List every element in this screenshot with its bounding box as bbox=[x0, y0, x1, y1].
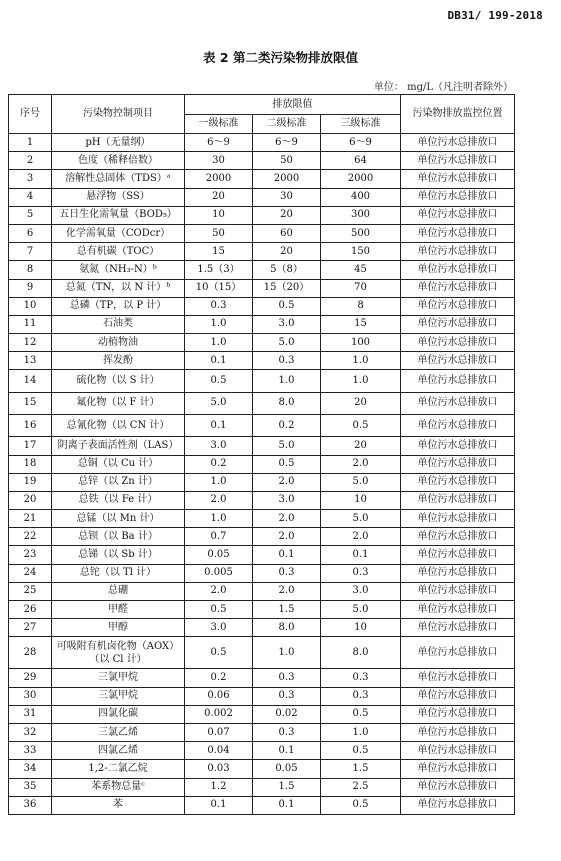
cell-seq: 11 bbox=[9, 315, 52, 333]
cell-item: 阴离子表面活性剂（LAS） bbox=[52, 437, 185, 455]
cell-location: 单位污水总排放口 bbox=[401, 528, 515, 546]
cell-seq: 31 bbox=[9, 705, 52, 723]
cell-location: 单位污水总排放口 bbox=[401, 760, 515, 778]
cell-item: 总磷（TP，以 P 计） bbox=[52, 297, 185, 315]
cell-level2: 1.0 bbox=[253, 370, 321, 392]
table-row bbox=[9, 279, 515, 297]
cell-location: 单位污水总排放口 bbox=[401, 188, 515, 206]
cell-item: 三氯乙烯 bbox=[52, 723, 185, 741]
header-level2: 二级标准 bbox=[253, 115, 321, 134]
cell-seq: 8 bbox=[9, 261, 52, 279]
cell-level2: 0.1 bbox=[253, 796, 321, 814]
cell-level2: 1.0 bbox=[253, 637, 321, 669]
cell-level1: 1.2 bbox=[185, 778, 253, 796]
cell-seq: 25 bbox=[9, 582, 52, 600]
cell-level1: 2.0 bbox=[185, 491, 253, 509]
cell-item: 总铜（以 Cu 计） bbox=[52, 455, 185, 473]
table-row bbox=[9, 392, 515, 414]
cell-level3: 0.5 bbox=[321, 415, 401, 437]
table-row bbox=[9, 206, 515, 224]
cell-location: 单位污水总排放口 bbox=[401, 564, 515, 582]
cell-seq: 2 bbox=[9, 152, 52, 170]
cell-seq: 5 bbox=[9, 206, 52, 224]
cell-level3: 1.0 bbox=[321, 370, 401, 392]
cell-location: 单位污水总排放口 bbox=[401, 134, 515, 152]
cell-seq: 6 bbox=[9, 224, 52, 242]
cell-level3: 45 bbox=[321, 261, 401, 279]
cell-level3: 0.5 bbox=[321, 705, 401, 723]
cell-level3: 20 bbox=[321, 392, 401, 414]
cell-seq: 17 bbox=[9, 437, 52, 455]
cell-seq: 28 bbox=[9, 637, 52, 669]
cell-seq: 35 bbox=[9, 778, 52, 796]
cell-level3: 6～9 bbox=[321, 134, 401, 152]
cell-seq: 33 bbox=[9, 742, 52, 760]
cell-level3: 5.0 bbox=[321, 601, 401, 619]
cell-location: 单位污水总排放口 bbox=[401, 705, 515, 723]
cell-level2: 0.2 bbox=[253, 415, 321, 437]
cell-item: 总铊（以 Tl 计） bbox=[52, 564, 185, 582]
cell-seq: 10 bbox=[9, 297, 52, 315]
cell-level2: 20 bbox=[253, 206, 321, 224]
cell-item: 总锰（以 Mn 计） bbox=[52, 510, 185, 528]
cell-item: 四氯乙烯 bbox=[52, 742, 185, 760]
table-row bbox=[9, 188, 515, 206]
cell-level1: 0.1 bbox=[185, 796, 253, 814]
table-row bbox=[9, 582, 515, 600]
table-row bbox=[9, 437, 515, 455]
cell-item: 色度（稀释倍数） bbox=[52, 152, 185, 170]
cell-seq: 29 bbox=[9, 669, 52, 687]
document-code: DB31/ 199-2018 bbox=[447, 9, 543, 22]
cell-location: 单位污水总排放口 bbox=[401, 415, 515, 437]
cell-location: 单位污水总排放口 bbox=[401, 352, 515, 370]
cell-location: 单位污水总排放口 bbox=[401, 392, 515, 414]
table-row bbox=[9, 152, 515, 170]
cell-level2: 2.0 bbox=[253, 473, 321, 491]
cell-seq: 4 bbox=[9, 188, 52, 206]
cell-location: 单位污水总排放口 bbox=[401, 455, 515, 473]
cell-level2: 1.5 bbox=[253, 778, 321, 796]
table-body bbox=[9, 134, 515, 815]
pollutant-limits-table bbox=[8, 94, 515, 815]
cell-level3: 0.3 bbox=[321, 564, 401, 582]
unit-note: 单位： mg/L（凡注明者除外） bbox=[373, 82, 513, 93]
cell-location: 单位污水总排放口 bbox=[401, 261, 515, 279]
cell-level3: 2.0 bbox=[321, 455, 401, 473]
table-row bbox=[9, 778, 515, 796]
cell-level2: 50 bbox=[253, 152, 321, 170]
cell-level1: 0.002 bbox=[185, 705, 253, 723]
cell-level2: 5.0 bbox=[253, 334, 321, 352]
table-row bbox=[9, 134, 515, 152]
table-row bbox=[9, 352, 515, 370]
cell-level1: 1.0 bbox=[185, 315, 253, 333]
cell-item: 总氰化物（以 CN 计） bbox=[52, 415, 185, 437]
cell-location: 单位污水总排放口 bbox=[401, 687, 515, 705]
table-row bbox=[9, 723, 515, 741]
cell-level3: 10 bbox=[321, 619, 401, 637]
cell-seq: 20 bbox=[9, 491, 52, 509]
cell-level1: 5.0 bbox=[185, 392, 253, 414]
cell-item: 氨氮（NH₃-N）ᵇ bbox=[52, 261, 185, 279]
cell-level2: 8.0 bbox=[253, 392, 321, 414]
cell-item: 可吸附有机卤化物（AOX）（以 Cl 计） bbox=[52, 637, 185, 669]
header-limits: 排放限值 bbox=[185, 95, 401, 115]
cell-item: 悬浮物（SS） bbox=[52, 188, 185, 206]
cell-level1: 0.5 bbox=[185, 601, 253, 619]
cell-level1: 6～9 bbox=[185, 134, 253, 152]
table-row bbox=[9, 669, 515, 687]
cell-level2: 2000 bbox=[253, 170, 321, 188]
cell-location: 单位污水总排放口 bbox=[401, 582, 515, 600]
cell-seq: 19 bbox=[9, 473, 52, 491]
cell-location: 单位污水总排放口 bbox=[401, 152, 515, 170]
cell-seq: 23 bbox=[9, 546, 52, 564]
table-row bbox=[9, 473, 515, 491]
cell-location: 单位污水总排放口 bbox=[401, 279, 515, 297]
cell-level1: 0.06 bbox=[185, 687, 253, 705]
cell-level2: 0.1 bbox=[253, 742, 321, 760]
cell-level3: 5.0 bbox=[321, 473, 401, 491]
cell-location: 单位污水总排放口 bbox=[401, 546, 515, 564]
header-location: 污染物排放监控位置 bbox=[401, 95, 515, 134]
cell-level3: 0.1 bbox=[321, 546, 401, 564]
cell-level3: 3.0 bbox=[321, 582, 401, 600]
cell-level1: 0.3 bbox=[185, 297, 253, 315]
cell-level3: 2000 bbox=[321, 170, 401, 188]
cell-level1: 0.005 bbox=[185, 564, 253, 582]
cell-level1: 1.0 bbox=[185, 510, 253, 528]
cell-seq: 3 bbox=[9, 170, 52, 188]
cell-level1: 0.7 bbox=[185, 528, 253, 546]
cell-location: 单位污水总排放口 bbox=[401, 669, 515, 687]
table-row bbox=[9, 455, 515, 473]
cell-location: 单位污水总排放口 bbox=[401, 742, 515, 760]
cell-item: 石油类 bbox=[52, 315, 185, 333]
cell-location: 单位污水总排放口 bbox=[401, 170, 515, 188]
cell-location: 单位污水总排放口 bbox=[401, 206, 515, 224]
cell-level2: 1.5 bbox=[253, 601, 321, 619]
cell-level3: 1.5 bbox=[321, 760, 401, 778]
cell-item: 三氯甲烷 bbox=[52, 687, 185, 705]
cell-seq: 14 bbox=[9, 370, 52, 392]
table-title: 表 2 第二类污染物排放限值 bbox=[203, 50, 358, 65]
cell-level2: 0.3 bbox=[253, 669, 321, 687]
cell-item: 溶解性总固体（TDS）ᵃ bbox=[52, 170, 185, 188]
cell-level2: 0.3 bbox=[253, 723, 321, 741]
cell-level2: 30 bbox=[253, 188, 321, 206]
cell-level3: 100 bbox=[321, 334, 401, 352]
cell-level2: 6～9 bbox=[253, 134, 321, 152]
cell-level2: 0.5 bbox=[253, 297, 321, 315]
cell-seq: 27 bbox=[9, 619, 52, 637]
cell-location: 单位污水总排放口 bbox=[401, 778, 515, 796]
table-row bbox=[9, 705, 515, 723]
table-row bbox=[9, 796, 515, 814]
cell-level1: 20 bbox=[185, 188, 253, 206]
table-row bbox=[9, 564, 515, 582]
table-row bbox=[9, 491, 515, 509]
cell-location: 单位污水总排放口 bbox=[401, 637, 515, 669]
cell-location: 单位污水总排放口 bbox=[401, 473, 515, 491]
header-level3: 三级标准 bbox=[321, 115, 401, 134]
cell-seq: 9 bbox=[9, 279, 52, 297]
pollutant-limits-table-container bbox=[8, 94, 515, 815]
cell-level1: 0.03 bbox=[185, 760, 253, 778]
cell-level1: 0.05 bbox=[185, 546, 253, 564]
cell-item: 总锑（以 Sb 计） bbox=[52, 546, 185, 564]
cell-level3: 10 bbox=[321, 491, 401, 509]
cell-location: 单位污水总排放口 bbox=[401, 297, 515, 315]
cell-item: 总硼 bbox=[52, 582, 185, 600]
table-row bbox=[9, 510, 515, 528]
cell-level3: 15 bbox=[321, 315, 401, 333]
cell-level3: 0.5 bbox=[321, 742, 401, 760]
table-row bbox=[9, 261, 515, 279]
cell-level3: 500 bbox=[321, 224, 401, 242]
cell-level1: 0.5 bbox=[185, 637, 253, 669]
table-row bbox=[9, 619, 515, 637]
cell-level1: 0.2 bbox=[185, 669, 253, 687]
cell-level2: 0.3 bbox=[253, 352, 321, 370]
cell-level3: 2.5 bbox=[321, 778, 401, 796]
cell-item: 苯 bbox=[52, 796, 185, 814]
cell-level1: 10 bbox=[185, 206, 253, 224]
cell-level2: 2.0 bbox=[253, 528, 321, 546]
cell-seq: 26 bbox=[9, 601, 52, 619]
cell-level3: 5.0 bbox=[321, 510, 401, 528]
cell-location: 单位污水总排放口 bbox=[401, 224, 515, 242]
cell-level2: 0.5 bbox=[253, 455, 321, 473]
cell-item: 硫化物（以 S 计） bbox=[52, 370, 185, 392]
table-row bbox=[9, 297, 515, 315]
cell-level1: 2000 bbox=[185, 170, 253, 188]
cell-item: pH（无量纲） bbox=[52, 134, 185, 152]
cell-item: 总锌（以 Zn 计） bbox=[52, 473, 185, 491]
cell-location: 单位污水总排放口 bbox=[401, 510, 515, 528]
cell-level3: 8 bbox=[321, 297, 401, 315]
cell-level3: 0.3 bbox=[321, 687, 401, 705]
table-row bbox=[9, 637, 515, 669]
cell-level3: 0.3 bbox=[321, 669, 401, 687]
cell-level1: 0.1 bbox=[185, 352, 253, 370]
cell-item: 总钡（以 Ba 计） bbox=[52, 528, 185, 546]
cell-seq: 36 bbox=[9, 796, 52, 814]
table-row bbox=[9, 315, 515, 333]
cell-level1: 15 bbox=[185, 243, 253, 261]
cell-seq: 18 bbox=[9, 455, 52, 473]
header-item: 污染物控制项目 bbox=[52, 95, 185, 134]
table-row bbox=[9, 601, 515, 619]
cell-level2: 0.3 bbox=[253, 564, 321, 582]
cell-item: 四氯化碳 bbox=[52, 705, 185, 723]
cell-level3: 20 bbox=[321, 437, 401, 455]
cell-level3: 300 bbox=[321, 206, 401, 224]
cell-level1: 0.04 bbox=[185, 742, 253, 760]
cell-level3: 400 bbox=[321, 188, 401, 206]
cell-level3: 150 bbox=[321, 243, 401, 261]
table-row bbox=[9, 370, 515, 392]
table-row bbox=[9, 687, 515, 705]
cell-level1: 1.5（3） bbox=[185, 261, 253, 279]
cell-seq: 15 bbox=[9, 392, 52, 414]
cell-location: 单位污水总排放口 bbox=[401, 315, 515, 333]
cell-seq: 32 bbox=[9, 723, 52, 741]
table-row bbox=[9, 415, 515, 437]
cell-level2: 0.02 bbox=[253, 705, 321, 723]
cell-seq: 21 bbox=[9, 510, 52, 528]
cell-item: 总铁（以 Fe 计） bbox=[52, 491, 185, 509]
cell-level3: 1.0 bbox=[321, 352, 401, 370]
cell-location: 单位污水总排放口 bbox=[401, 437, 515, 455]
cell-level2: 8.0 bbox=[253, 619, 321, 637]
cell-level2: 2.0 bbox=[253, 582, 321, 600]
cell-level3: 8.0 bbox=[321, 637, 401, 669]
cell-level1: 1.0 bbox=[185, 473, 253, 491]
table-row bbox=[9, 170, 515, 188]
cell-location: 单位污水总排放口 bbox=[401, 723, 515, 741]
cell-item: 1,2-二氯乙烷 bbox=[52, 760, 185, 778]
cell-location: 单位污水总排放口 bbox=[401, 619, 515, 637]
cell-seq: 22 bbox=[9, 528, 52, 546]
cell-location: 单位污水总排放口 bbox=[401, 491, 515, 509]
cell-seq: 13 bbox=[9, 352, 52, 370]
table-row bbox=[9, 224, 515, 242]
cell-level3: 64 bbox=[321, 152, 401, 170]
cell-location: 单位污水总排放口 bbox=[401, 796, 515, 814]
table-row bbox=[9, 742, 515, 760]
cell-seq: 16 bbox=[9, 415, 52, 437]
cell-item: 总氮（TN，以 N 计）ᵇ bbox=[52, 279, 185, 297]
cell-level2: 0.1 bbox=[253, 546, 321, 564]
cell-item: 挥发酚 bbox=[52, 352, 185, 370]
cell-level2: 5.0 bbox=[253, 437, 321, 455]
table-row bbox=[9, 528, 515, 546]
cell-seq: 12 bbox=[9, 334, 52, 352]
cell-level3: 70 bbox=[321, 279, 401, 297]
cell-seq: 1 bbox=[9, 134, 52, 152]
cell-item: 化学需氧量（CODcr） bbox=[52, 224, 185, 242]
cell-level2: 0.3 bbox=[253, 687, 321, 705]
table-row bbox=[9, 760, 515, 778]
cell-level2: 5（8） bbox=[253, 261, 321, 279]
cell-location: 单位污水总排放口 bbox=[401, 370, 515, 392]
table-row bbox=[9, 546, 515, 564]
table-row bbox=[9, 243, 515, 261]
cell-level1: 30 bbox=[185, 152, 253, 170]
cell-level1: 3.0 bbox=[185, 437, 253, 455]
cell-level1: 0.2 bbox=[185, 455, 253, 473]
cell-level1: 0.1 bbox=[185, 415, 253, 437]
cell-level2: 2.0 bbox=[253, 510, 321, 528]
cell-level1: 1.0 bbox=[185, 334, 253, 352]
cell-level1: 0.07 bbox=[185, 723, 253, 741]
cell-level3: 2.0 bbox=[321, 528, 401, 546]
cell-level3: 0.5 bbox=[321, 796, 401, 814]
header-seq: 序号 bbox=[9, 95, 52, 134]
cell-seq: 30 bbox=[9, 687, 52, 705]
table-row bbox=[9, 334, 515, 352]
cell-level1: 0.5 bbox=[185, 370, 253, 392]
cell-item: 总有机碳（TOC） bbox=[52, 243, 185, 261]
cell-location: 单位污水总排放口 bbox=[401, 334, 515, 352]
cell-seq: 7 bbox=[9, 243, 52, 261]
cell-location: 单位污水总排放口 bbox=[401, 601, 515, 619]
cell-level2: 20 bbox=[253, 243, 321, 261]
cell-level2: 0.05 bbox=[253, 760, 321, 778]
cell-item: 氟化物（以 F 计） bbox=[52, 392, 185, 414]
cell-level1: 2.0 bbox=[185, 582, 253, 600]
header-level1: 一级标准 bbox=[185, 115, 253, 134]
cell-item: 甲醛 bbox=[52, 601, 185, 619]
cell-seq: 34 bbox=[9, 760, 52, 778]
cell-location: 单位污水总排放口 bbox=[401, 243, 515, 261]
cell-level1: 10（15） bbox=[185, 279, 253, 297]
cell-seq: 24 bbox=[9, 564, 52, 582]
cell-level1: 50 bbox=[185, 224, 253, 242]
cell-item: 甲醇 bbox=[52, 619, 185, 637]
cell-level2: 15（20） bbox=[253, 279, 321, 297]
cell-level3: 1.0 bbox=[321, 723, 401, 741]
cell-item: 三氯甲烷 bbox=[52, 669, 185, 687]
cell-level2: 3.0 bbox=[253, 315, 321, 333]
cell-item: 动植物油 bbox=[52, 334, 185, 352]
cell-item: 五日生化需氧量（BOD₅） bbox=[52, 206, 185, 224]
cell-level1: 3.0 bbox=[185, 619, 253, 637]
cell-level2: 3.0 bbox=[253, 491, 321, 509]
cell-item: 苯系物总量ᶜ bbox=[52, 778, 185, 796]
cell-level2: 60 bbox=[253, 224, 321, 242]
